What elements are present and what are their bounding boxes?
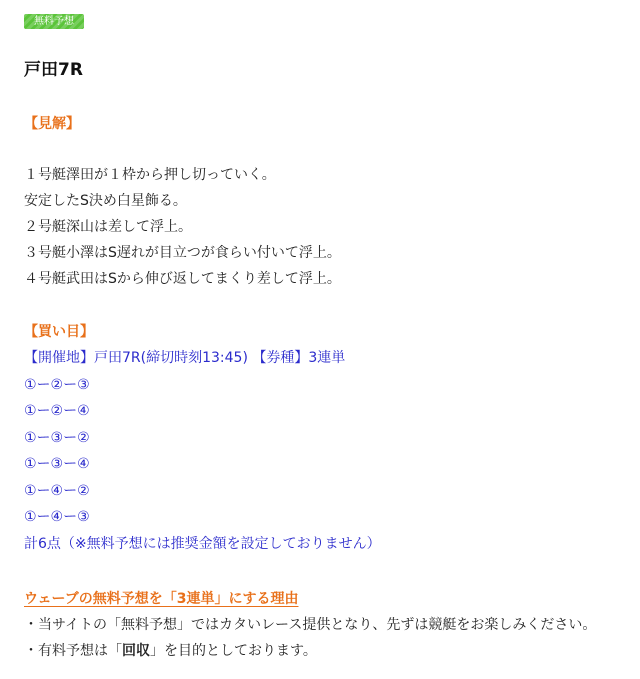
- reason-line-1: ・当サイトの「無料予想」ではカタいレース提供となり、先ずは競艇をお楽しみください。: [24, 617, 597, 633]
- reason-line-2-prefix: ・有料予想は「: [24, 643, 122, 659]
- view-line: ２号艇深山は差して浮上。: [24, 219, 192, 235]
- reason-line-2-emphasis: 回収: [122, 643, 150, 659]
- pick-combo: ①ー③ー④: [24, 456, 90, 472]
- reason-line-2: [24, 641, 317, 661]
- pick-combo: ①ー②ー④: [24, 403, 90, 419]
- picks-heading: 【買い目】: [24, 324, 94, 340]
- picks-total: 計6点（※無料予想には推奨金額を設定しておりません）: [24, 536, 381, 552]
- race-title: 戸田7R: [24, 60, 83, 80]
- picks-info: 【開催地】戸田7R(締切時刻13:45) 【券種】3連単: [24, 350, 346, 366]
- pick-combo: ①ー④ー②: [24, 483, 90, 499]
- view-line: 安定したS決め白星飾る。: [24, 193, 187, 209]
- reason-line-2-suffix: 」を目的としております。: [150, 643, 317, 659]
- view-heading: 【見解】: [24, 116, 80, 132]
- pick-combo: ①ー③ー②: [24, 430, 90, 446]
- free-prediction-badge: 無料予想: [24, 14, 84, 29]
- pick-combo: ①ー④ー③: [24, 509, 90, 525]
- pick-combo: ①ー②ー③: [24, 377, 90, 393]
- view-line: ３号艇小澤はS遅れが目立つが食らい付いて浮上。: [24, 245, 341, 261]
- view-line: ４号艇武田はSから伸び返してまくり差して浮上。: [24, 271, 341, 287]
- view-line: １号艇澤田が１枠から押し切っていく。: [24, 167, 276, 183]
- reason-heading: ウェーブの無料予想を「3連単」にする理由: [24, 591, 299, 607]
